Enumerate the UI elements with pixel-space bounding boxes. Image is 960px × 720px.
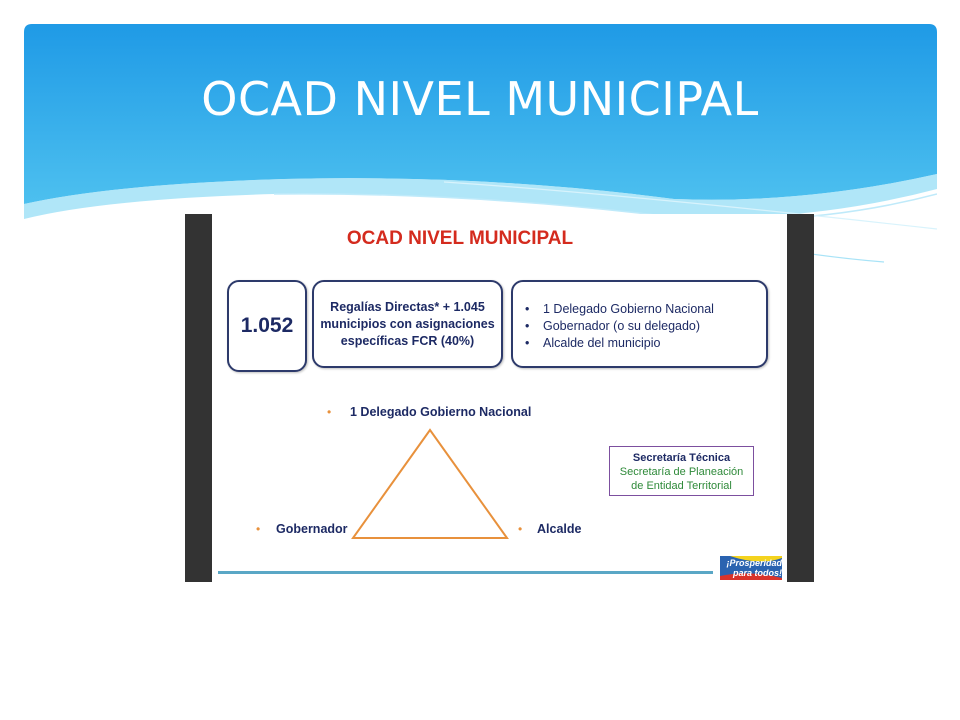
bullet-dot-icon: • <box>256 522 261 536</box>
count-box <box>227 280 307 372</box>
description-line: Regalías Directas* + 1.045 <box>330 299 485 314</box>
description-line: municipios con asignaciones <box>320 316 495 331</box>
triangle-shape <box>345 424 515 544</box>
description-box <box>312 280 503 368</box>
page-title: OCAD NIVEL MUNICIPAL <box>201 72 759 126</box>
secretaria-title: Secretaría Técnica <box>632 452 731 464</box>
count-value: 1.052 <box>240 314 294 337</box>
bullet-dot-icon: • <box>327 405 332 419</box>
logo-text-line: para todos! <box>732 568 782 578</box>
slide-title: OCAD NIVEL MUNICIPAL <box>346 228 574 249</box>
slide-left-bar <box>185 214 212 582</box>
triangle-right-label: Alcalde <box>537 522 582 536</box>
members-box <box>511 280 768 368</box>
member-item: • 1 Delegado Gobierno Nacional <box>525 301 766 318</box>
bullet-dot-icon: • <box>518 522 523 536</box>
description-line: específicas FCR (40%) <box>340 333 475 348</box>
slide-right-bar <box>787 214 814 582</box>
triangle-top-label: 1 Delegado Gobierno Nacional <box>350 405 532 419</box>
triangle-left-label: Gobernador <box>276 522 348 536</box>
secretaria-line: de Entidad Territorial <box>631 480 732 492</box>
member-item: • Alcalde del municipio <box>525 335 766 352</box>
prosperidad-logo <box>720 556 782 580</box>
members-list <box>525 301 766 352</box>
member-item: • Gobernador (o su delegado) <box>525 318 766 335</box>
secretaria-line: Secretaría de Planeación <box>619 466 744 478</box>
secretaria-box <box>609 446 754 496</box>
footer-divider <box>218 571 713 574</box>
logo-text-line: ¡Prosperidad <box>726 558 782 568</box>
